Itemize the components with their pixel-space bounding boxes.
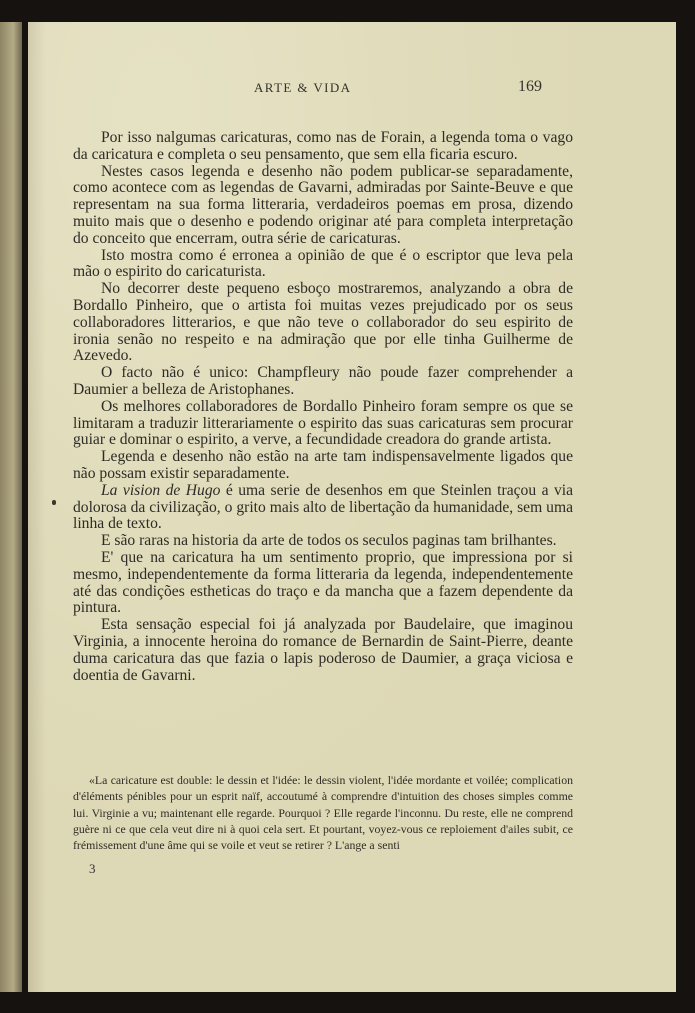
signature-mark: 3: [89, 861, 96, 876]
paragraph: No decorrer deste pequeno esboço mostraremos, analyzando a obra de Bordallo Pinheiro, que o artista foi muitas vezes prejudicado por os seus collaboradores litterarios, e que não teve o collaborador do seu espirito de ironia senão no respeito e na admiração que por elle tinha Guilherme de Azevedo.: [73, 280, 573, 365]
paragraph: Esta sensação especial foi já analyzada por Baudelaire, que imaginou Virginia, a innocente heroina do romance de Bernardin de Saint-Pierre, deante duma caricatura das que fazia o lapis poderoso de Daumier, a graça viciosa e doentia de Gavarni.: [73, 616, 573, 684]
page-number: 169: [518, 78, 542, 95]
paragraph: Os melhores collaboradores de Bordallo Pinheiro foram sempre os que se limitaram a traduzir litterariamente o espirito das suas caricaturas sem procurar guiar e dominar o espirito, a verve, a fecundidade creadora do grande artista.: [73, 397, 573, 449]
vision-title: La vision de Hugo: [101, 481, 221, 499]
footnote: [73, 772, 573, 853]
paragraph: Legenda e desenho não estão na arte tam indispensavelmente ligados que não possam existir separadamente.: [73, 448, 573, 482]
ink-speck: [52, 500, 56, 505]
facing-page-edge: [0, 22, 22, 992]
vision-text: é uma serie de desenhos em que Steinlen traçou a via dolorosa da civilização, o grito mais alto de libertação da humanidade, sem uma linha de texto.: [73, 481, 573, 533]
book-page: [28, 22, 676, 992]
paragraph: Por isso nalgumas caricaturas, como nas de Forain, a legenda toma o vago da caricatura e completa o seu pensamento, que sem ella ficaria escuro.: [73, 129, 573, 163]
paragraph: Nestes casos legenda e desenho não podem publicar-se separadamente, como acontece com as legendas de Gavarni, admiradas por Sainte-Beuve e que representam na sua forma litteraria, verdadeiros poemas em prosa, dizendo muito mais que o desenho e podendo originar até para completa interpretação do conceito que encerram, outra série de caricaturas.: [73, 162, 573, 247]
paragraph: E' que na caricatura ha um sentimento proprio, que impressiona por si mesmo, independentemente da forma litteraria da legenda, independentemente até das condições estheticas do traço e da mancha que a fazem dependente da pintura.: [73, 548, 573, 617]
running-head: [28, 80, 676, 100]
body-text: [73, 130, 573, 684]
footnote-text: «La caricature est double: le dessin et l'idée: le dessin violent, l'idée mordante et voilée; complication d'éléments pénibles pour un esprit naïf, accoutumé à comprendre d'intuition des choses simples comme lui. Virginie a vu; maintenant elle regarde. Pourquoi ? Elle regarde l'inconnu. Du reste, elle ne comprend guère ni ce que cela veut dire ni à quoi cela sert. Et pourtant, voyez-vous ce reploiement d'ailes subit, ce frémissement d'une âme qui se voile et veut se retirer ? L'ange a senti: [73, 773, 573, 853]
running-title: ARTE & VIDA: [254, 80, 352, 95]
paragraph: Isto mostra como é erronea a opinião de que é o escriptor que leva pela mão o espirito do caricaturista.: [73, 246, 573, 281]
paragraph: O facto não é unico: Champfleury não poude fazer comprehender a Daumier a belleza de Aristophanes.: [73, 364, 573, 398]
paragraph: E são raras na historia da arte de todos os seculos paginas tam brilhantes.: [101, 532, 557, 550]
paragraph-vision: [73, 483, 573, 533]
